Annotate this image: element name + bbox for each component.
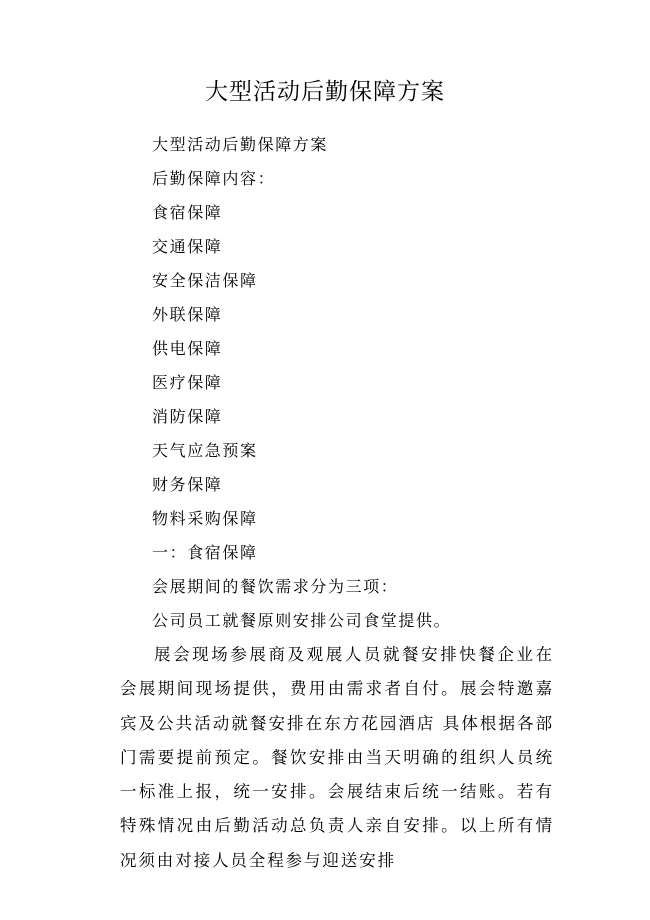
text-line: 后勤保障内容： — [152, 169, 276, 188]
section-heading: 一：食宿保障 — [152, 543, 258, 562]
list-item: 消防保障 — [152, 407, 223, 426]
text-line: 公司员工就餐原则安排公司食堂提供。 — [152, 611, 452, 630]
document-title: 大型活动后勤保障方案 — [205, 79, 445, 105]
list-item: 外联保障 — [152, 305, 223, 324]
list-item: 物料采购保障 — [152, 509, 258, 528]
list-item: 天气应急预案 — [152, 441, 258, 460]
list-item: 安全保洁保障 — [152, 271, 258, 290]
body-paragraph: 展会现场参展商及观展人员就餐安排快餐企业在会展期间现场提供，费用由需求者自付。展会特邀嘉宾及公共活动就餐安排在东方花园酒店 具体根据各部门需要提前预定。餐饮安排由当天明确的组织人员统一标准上报，统一安排。会展结束后统一结账。若有特殊情况由后勤活动总负责人亲自安排。以上所有情况须由对接人员全程参与迎送安排 — [120, 645, 554, 870]
list-item: 食宿保障 — [152, 203, 223, 222]
list-item: 供电保障 — [152, 339, 223, 358]
list-item: 财务保障 — [152, 475, 223, 494]
text-line: 大型活动后勤保障方案 — [152, 135, 329, 154]
text-line: 会展期间的餐饮需求分为三项： — [152, 577, 399, 596]
list-item: 医疗保障 — [152, 373, 223, 392]
list-item: 交通保障 — [152, 237, 223, 256]
